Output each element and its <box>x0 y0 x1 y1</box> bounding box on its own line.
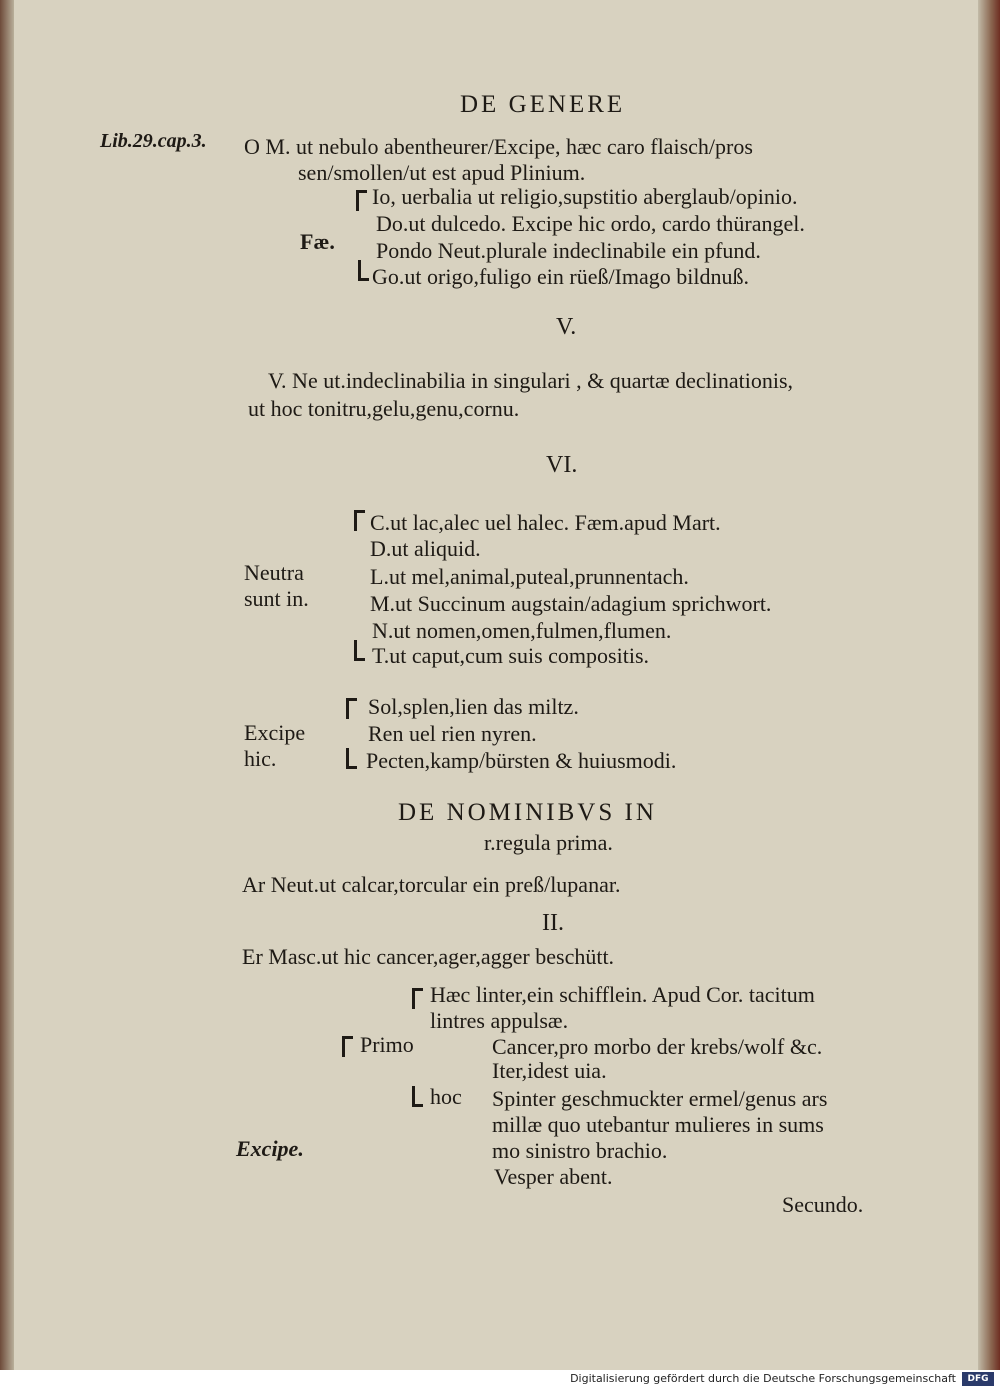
text-line: sen/smollen/ut est apud Plinium. <box>298 160 586 185</box>
margin-label-primo: Primo <box>360 1032 414 1057</box>
text-line: L.ut mel,animal,puteal,prunnentach. <box>370 564 689 589</box>
margin-label-hoc: hoc <box>430 1084 462 1109</box>
text-line: Pondo Neut.plurale indeclinabile ein pfund. <box>376 238 761 263</box>
page-title: DE GENERE <box>460 91 626 118</box>
text-line: N.ut nomen,omen,fulmen,flumen. <box>372 618 672 643</box>
footer-credit: Digitalisierung gefördert durch die Deutsche Forschungsgemeinschaft <box>570 1372 956 1385</box>
text-line: ut hoc tonitru,gelu,genu,cornu. <box>248 396 520 421</box>
brace-bottom <box>354 640 365 661</box>
text-line: V. Ne ut.indeclinabilia in singulari , & quartæ declinationis, <box>268 368 794 393</box>
text-line: Pecten,kamp/bürsten & huiusmodi. <box>366 748 677 773</box>
margin-label-neutra: Neutra <box>244 560 304 585</box>
section-heading: V. <box>556 314 577 340</box>
text-line: Ar Neut.ut calcar,torcular ein preß/lupanar. <box>242 872 621 897</box>
margin-reference: Lib.29.cap.3. <box>100 130 207 152</box>
text-line: Er Masc.ut hic cancer,ager,agger beschütt. <box>242 944 615 969</box>
page-right-edge <box>978 0 1000 1370</box>
catchword: Secundo. <box>782 1192 864 1217</box>
text-line: millæ quo utebantur mulieres in sums <box>492 1112 824 1137</box>
page-left-edge <box>0 0 14 1370</box>
section-heading: VI. <box>546 452 578 478</box>
text-line: Sol,splen,lien das miltz. <box>368 694 579 719</box>
margin-label-fae: Fæ. <box>300 229 335 254</box>
text-line: Vesper abent. <box>494 1164 613 1189</box>
text-line: Ren uel rien nyren. <box>368 721 537 746</box>
brace-bottom <box>412 1086 423 1107</box>
brace-top <box>412 988 423 1009</box>
text-line: Do.ut dulcedo. Excipe hic ordo, cardo thürangel. <box>376 211 805 236</box>
text-line: Io, uerbalia ut religio,supstitio aberglaub/opinio. <box>372 184 798 209</box>
brace-top <box>356 190 367 211</box>
brace-bottom <box>358 260 369 281</box>
text-line: Go.ut origo,fuligo ein rüeß/Imago bildnuß. <box>372 264 749 289</box>
text-line: lintres appulsæ. <box>430 1008 569 1033</box>
text-line: Hæc linter,ein schifflein. Apud Cor. tacitum <box>430 982 815 1007</box>
brace-top <box>346 698 357 719</box>
text-line: Cancer,pro morbo der krebs/wolf &c. <box>492 1034 823 1059</box>
text-line: mo sinistro brachio. <box>492 1138 668 1163</box>
margin-label-excipe: hic. <box>244 746 277 771</box>
brace-top <box>354 510 365 531</box>
text-line: D.ut aliquid. <box>370 536 481 561</box>
footer-bar <box>0 1370 1000 1389</box>
dfg-logo: DFG <box>962 1372 994 1386</box>
section-heading: II. <box>542 910 564 936</box>
text-line: T.ut caput,cum suis compositis. <box>372 643 650 668</box>
text-line: Spinter geschmuckter ermel/genus ars <box>492 1086 828 1111</box>
margin-label-excipe-bottom: Excipe. <box>236 1136 304 1161</box>
section-subtitle: r.regula prima. <box>484 830 613 855</box>
text-line: C.ut lac,alec uel halec. Fæm.apud Mart. <box>370 510 721 535</box>
margin-label-neutra: sunt in. <box>244 586 309 611</box>
text-line: O M. ut nebulo abentheurer/Excipe, hæc caro flaisch/pros <box>244 134 753 159</box>
margin-label-excipe: Excipe <box>244 720 306 745</box>
brace-top <box>342 1036 353 1057</box>
text-line: Iter,idest uia. <box>492 1058 607 1083</box>
section-title: DE NOMINIBVS IN <box>398 799 657 826</box>
brace-bottom <box>346 748 357 769</box>
text-line: M.ut Succinum augstain/adagium sprichwort. <box>370 591 772 616</box>
